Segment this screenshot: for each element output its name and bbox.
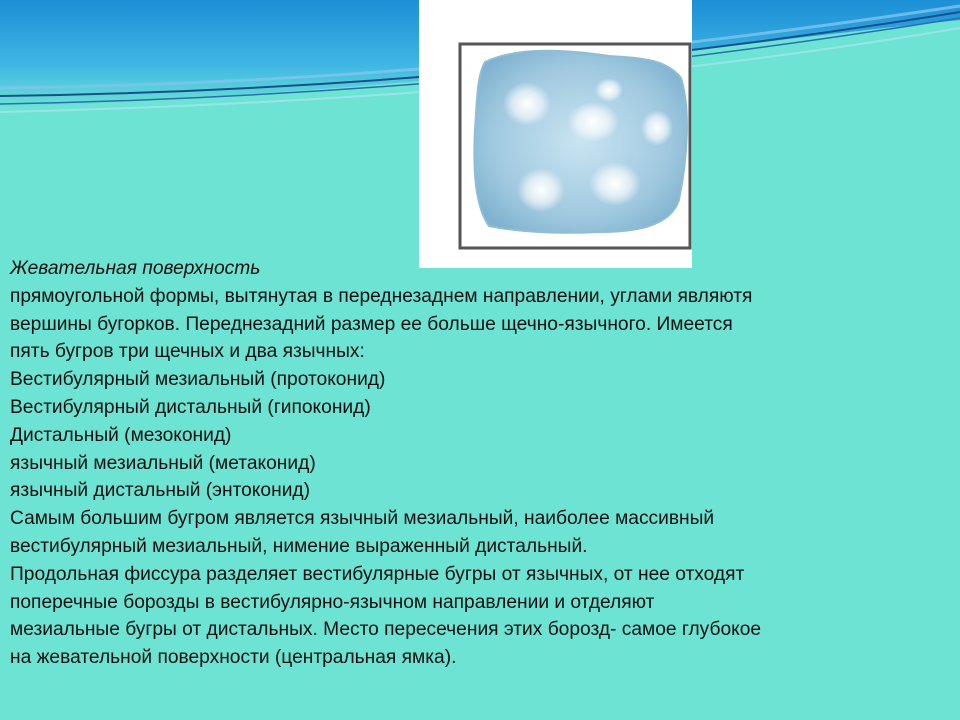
text-line: Дистальный (мезоконид) <box>10 424 232 446</box>
text-line: Вестибулярный мезиальный (протоконид) <box>10 369 386 391</box>
text-line: Продольная фиссура разделяет вестибулярные бугры от язычных, от нее отходят <box>10 563 745 585</box>
text-line: пять бугров три щечных и два язычных: <box>10 341 365 363</box>
text-line: вершины бугорков. Переднезадний размер ее больше щечно-язычного. Имеется <box>10 313 733 335</box>
slide-body-text <box>10 255 955 672</box>
text-line: мезиальные бугры от дистальных. Место пересечения этих борозд- самое глубокое <box>10 619 762 641</box>
text-line: Вестибулярный дистальный (гипоконид) <box>10 396 371 418</box>
text-line: язычный дистальный (энтоконид) <box>10 480 310 502</box>
slide-heading: Жевательная поверхность <box>10 258 261 279</box>
text-line: прямоугольной формы, вытянутая в переднезаднем направлении, углами являютя <box>10 285 753 307</box>
tooth-occlusal-surface-image <box>419 0 692 268</box>
text-line: вестибулярный мезиальный, нимение выраженный дистальный. <box>10 535 588 557</box>
text-line: на жевательной поверхности (центральная ямка). <box>10 647 457 669</box>
text-line: язычный мезиальный (метаконид) <box>10 452 316 474</box>
text-line: Самым большим бугром является язычный мезиальный, наиболее массивный <box>10 508 715 530</box>
text-line: поперечные борозды в вестибулярно-язычном направлении и отделяют <box>10 591 655 613</box>
